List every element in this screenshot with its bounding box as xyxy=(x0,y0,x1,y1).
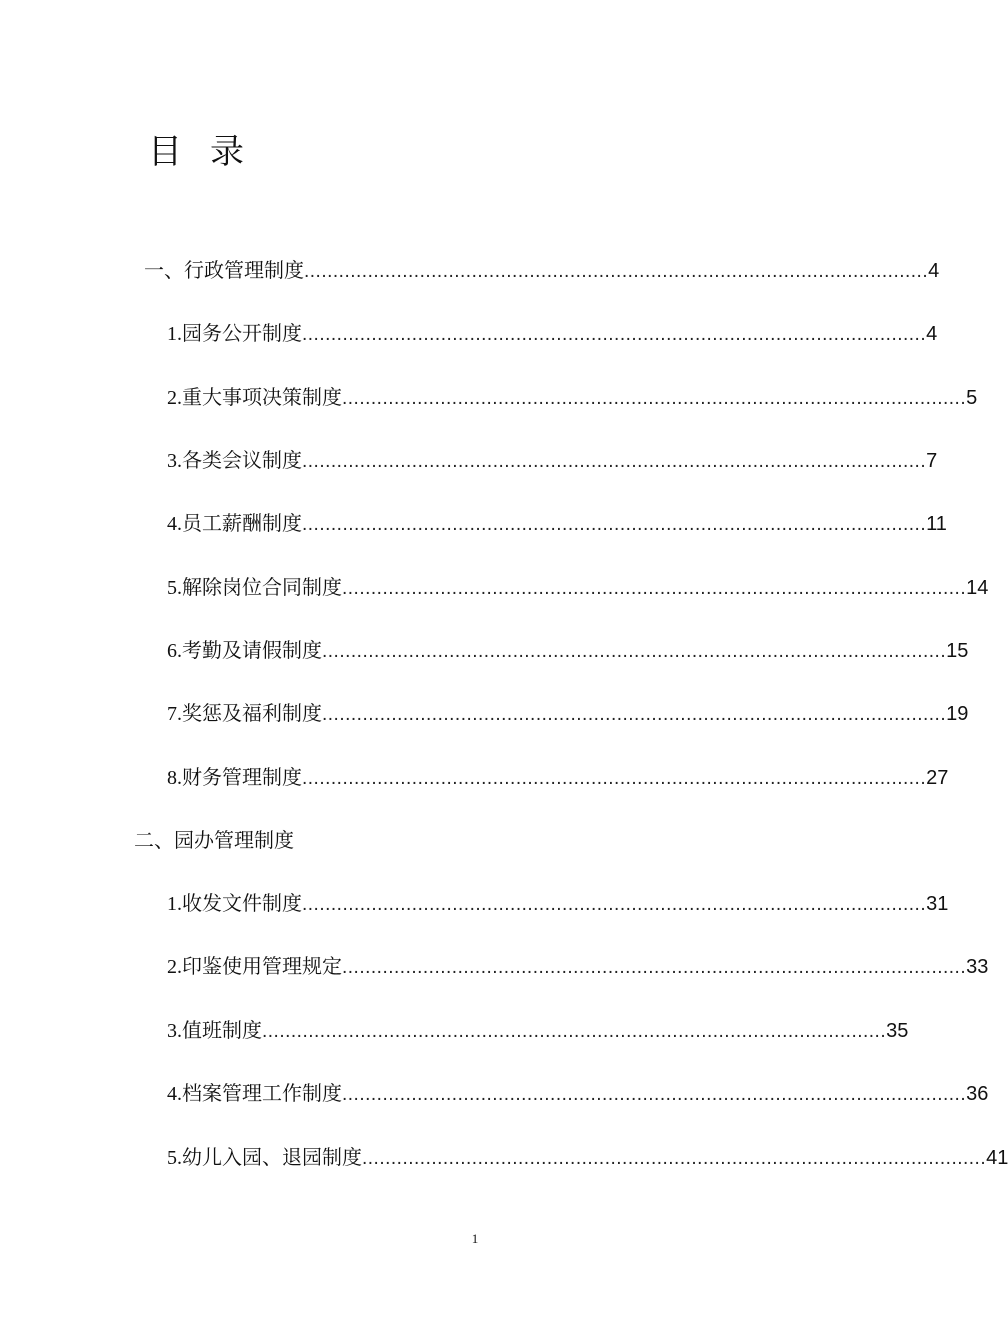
toc-leader-dots: ............................................................................................................ xyxy=(362,1148,987,1169)
toc-entry-number: 2. xyxy=(167,387,182,409)
toc-entry[interactable] xyxy=(167,698,969,728)
toc-entry-number: 1. xyxy=(167,323,182,345)
toc-leader-dots: ............................................................................................................ xyxy=(342,957,967,978)
toc-leader-dots: ............................................................................................................ xyxy=(302,451,927,472)
toc-leader-dots: ............................................................................................................ xyxy=(302,768,927,789)
toc-entry-title: 档案管理工作制度 xyxy=(182,1081,342,1105)
toc-page-number: 27 xyxy=(926,767,949,789)
toc-section-heading[interactable] xyxy=(134,825,434,855)
toc-page-number: 5 xyxy=(966,387,978,409)
toc-entry[interactable] xyxy=(167,1015,909,1045)
toc-leader-dots: ............................................................................................................ xyxy=(302,514,927,535)
toc-leader-dots: ............................................................................................................ xyxy=(262,1021,887,1042)
toc-entry[interactable] xyxy=(167,572,989,602)
toc-entry-title: 园务公开制度 xyxy=(182,321,302,345)
page-title xyxy=(148,128,244,176)
toc-page-number: 36 xyxy=(966,1083,989,1105)
toc-entry-number: 4. xyxy=(167,513,182,535)
toc-entry[interactable] xyxy=(167,635,969,665)
toc-page-number: 33 xyxy=(966,956,989,978)
toc-entry-title: 解除岗位合同制度 xyxy=(182,575,342,599)
toc-entry-number: 3. xyxy=(167,1020,182,1042)
toc-page-number: 7 xyxy=(926,450,938,472)
toc-entry[interactable] xyxy=(167,318,938,348)
toc-page-number: 11 xyxy=(926,513,947,535)
toc-leader-dots: ............................................................................................................ xyxy=(302,324,927,345)
toc-entry[interactable] xyxy=(167,382,978,412)
toc-entry-title: 考勤及请假制度 xyxy=(182,638,322,662)
toc-leader-dots: ............................................................................................................ xyxy=(322,641,947,662)
toc-entry-title: 各类会议制度 xyxy=(182,448,302,472)
footer-page-number: 1 xyxy=(471,1231,479,1246)
toc-entry[interactable] xyxy=(167,1078,989,1108)
toc-section-heading[interactable] xyxy=(144,255,940,285)
toc-entry-number: 6. xyxy=(167,640,182,662)
toc-entry-title: 值班制度 xyxy=(182,1018,262,1042)
toc-entry[interactable] xyxy=(167,951,989,981)
toc-entry-title: 财务管理制度 xyxy=(182,765,302,789)
toc-section-label: 一、行政管理制度 xyxy=(144,258,304,282)
toc-entry-number: 7. xyxy=(167,703,182,725)
toc-entry[interactable] xyxy=(167,762,949,792)
toc-entry-number: 1. xyxy=(167,893,182,915)
toc-entry-title: 幼儿入园、退园制度 xyxy=(182,1145,362,1169)
toc-leader-dots: ............................................................................................................ xyxy=(322,704,947,725)
toc-page-number: 19 xyxy=(946,703,969,725)
toc-entry-title: 重大事项决策制度 xyxy=(182,385,342,409)
toc-leader-dots: ............................................................................................................ xyxy=(304,261,929,282)
toc-entry-number: 3. xyxy=(167,450,182,472)
toc-entry-title: 印鉴使用管理规定 xyxy=(182,954,342,978)
toc-entry[interactable] xyxy=(167,508,947,538)
toc-entry[interactable] xyxy=(167,1142,1008,1172)
toc-entry[interactable] xyxy=(167,888,949,918)
toc-entry-number: 5. xyxy=(167,1147,182,1169)
page-title-char-1: 目 xyxy=(148,132,182,172)
toc-section-label: 二、园办管理制度 xyxy=(134,828,294,852)
toc-page-number: 35 xyxy=(886,1020,909,1042)
page-title-char-2: 录 xyxy=(210,132,244,172)
toc-leader-dots: ............................................................................................................ xyxy=(342,1084,967,1105)
toc-leader-dots: ............................................................................................................ xyxy=(302,894,927,915)
toc-entry-number: 2. xyxy=(167,956,182,978)
toc-page-number: 15 xyxy=(946,640,969,662)
toc-page-number: 14 xyxy=(966,577,989,599)
toc-entry[interactable] xyxy=(167,445,938,475)
toc-entry-number: 4. xyxy=(167,1083,182,1105)
toc-entry-number: 5. xyxy=(167,577,182,599)
toc-page-number: 41 xyxy=(986,1147,1008,1169)
toc-entry-title: 员工薪酬制度 xyxy=(182,511,302,535)
toc-page-number: 4 xyxy=(926,323,938,345)
toc-page-number: 4 xyxy=(928,260,940,282)
toc-entry-title: 收发文件制度 xyxy=(182,891,302,915)
toc-page-number: 31 xyxy=(926,893,949,915)
toc-leader-dots: ............................................................................................................ xyxy=(342,578,967,599)
toc-entry-title: 奖惩及福利制度 xyxy=(182,701,322,725)
toc-leader-dots: ............................................................................................................ xyxy=(342,388,967,409)
toc-entry-number: 8. xyxy=(167,767,182,789)
